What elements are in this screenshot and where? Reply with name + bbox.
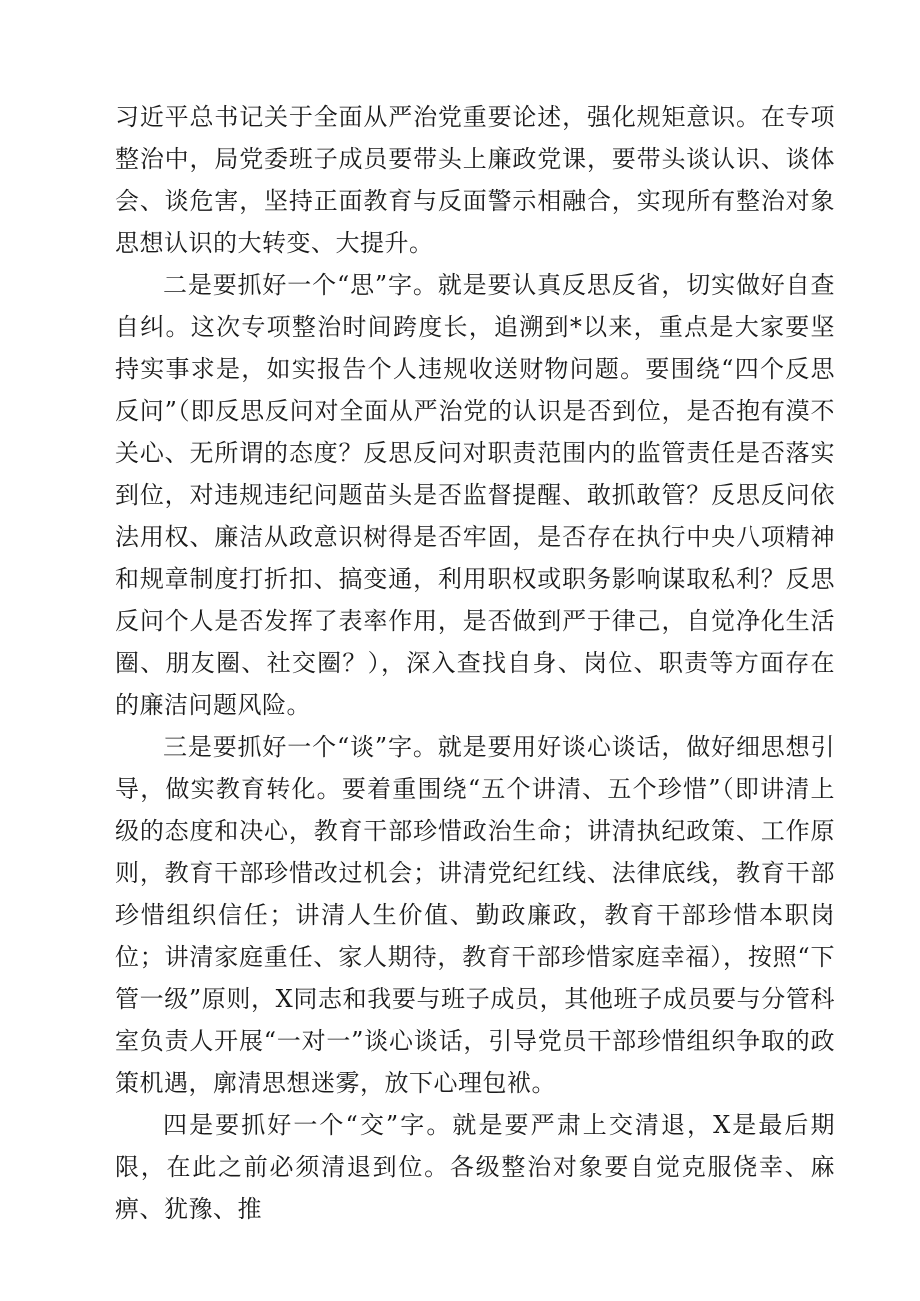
paragraph-3: 三是要抓好一个“谈”字。就是要用好谈心谈话，做好细思想引导，做实教育转化。要着重围绕“五个讲清、五个珍惜”（即讲清上级的态度和决心，教育干部珍惜政治生命；讲清执纪政策、工作原则，教育干部珍惜改过机会；讲清党纪红线、法律底线，教育干部珍惜组织信任；讲清人生价值、勤政廉政，教育干部珍惜本职岗位；讲清家庭重任、家人期待，教育干部珍惜家庭幸福），按照“下管一级”原则，X同志和我要与班子成员，其他班子成员要与分管科室负责人开展“一对一”谈心谈话，引导党员干部珍惜组织争取的政策机遇，廓清思想迷雾，放下心理包袱。 (115, 733, 835, 1097)
paragraph-4: 四是要抓好一个“交”字。就是要严肃上交清退，X是最后期限，在此之前必须清退到位。各级整治对象要自觉克服侥幸、麻痹、犹豫、推 (115, 1111, 835, 1223)
document-body (115, 96, 835, 1230)
paragraph-1: 习近平总书记关于全面从严治党重要论述，强化规矩意识。在专项整治中，局党委班子成员要带头上廉政党课，要带头谈认识、谈体会、谈危害，坚持正面教育与反面警示相融合，实现所有整治对象思想认识的大转变、大提升。 (115, 103, 835, 257)
paragraph-2: 二是要抓好一个“思”字。就是要认真反思反省，切实做好自查自纠。这次专项整治时间跨度长，追溯到*以来，重点是大家要坚持实事求是，如实报告个人违规收送财物问题。要围绕“四个反思反问”（即反思反问对全面从严治党的认识是否到位，是否抱有漠不关心、无所谓的态度？反思反问对职责范围内的监管责任是否落实到位，对违规违纪问题苗头是否监督提醒、敢抓敢管？反思反问依法用权、廉洁从政意识树得是否牢固，是否存在执行中央八项精神和规章制度打折扣、搞变通，利用职权或职务影响谋取私利？反思反问个人是否发挥了表率作用，是否做到严于律己，自觉净化生活圈、朋友圈、社交圈？），深入查找自身、岗位、职责等方面存在的廉洁问题风险。 (115, 271, 835, 719)
